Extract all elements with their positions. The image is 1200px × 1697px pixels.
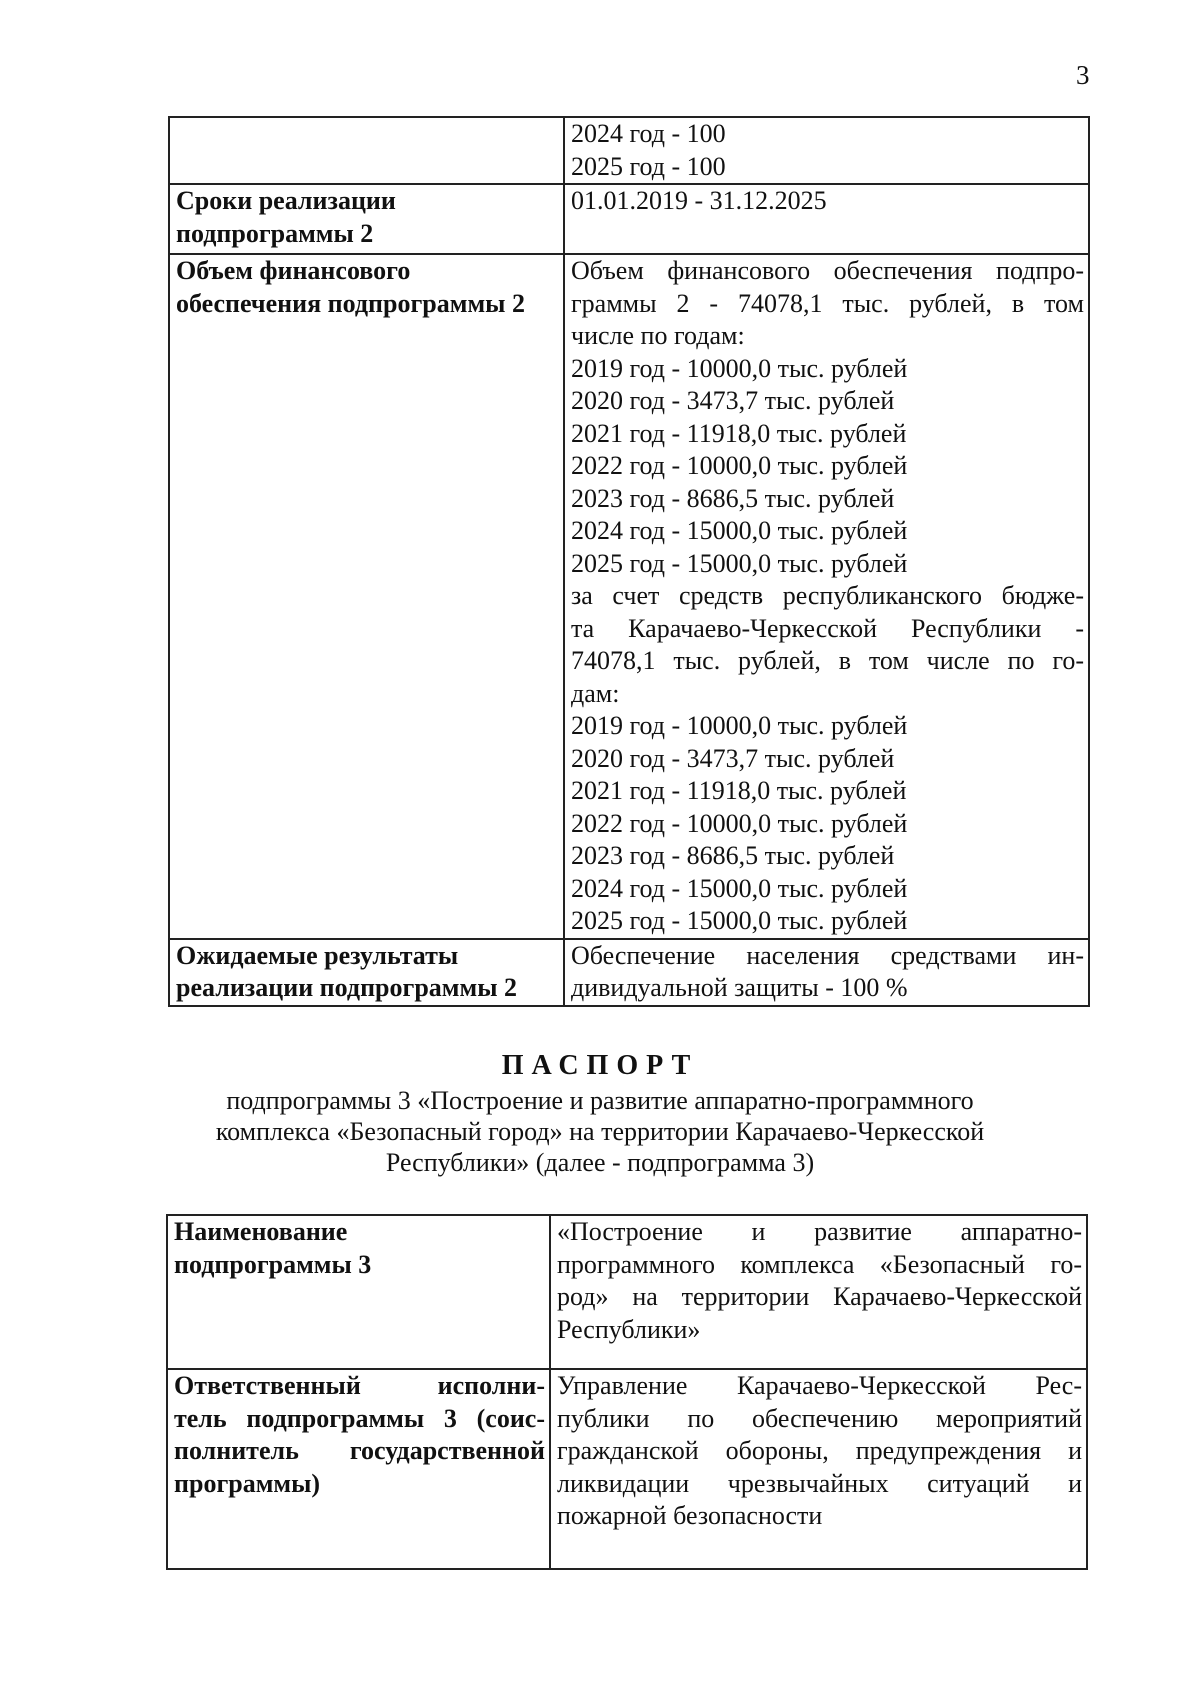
row-value: «Построение и развитие аппаратно- программного комплекса «Безопасный го- род» на территории Карачаево-Черкесской Республики» (550, 1215, 1087, 1369)
row-value: Объем финансового обеспечения подпро- граммы 2 - 74078,1 тыс. рублей, в том числе по годам: 2019 год - 10000,0 тыс. рублей 2020 год - 3473,7 тыс. рублей 2021 год - 11918,0 тыс. рублей 2022 год - 10000,0 тыс. рублей 2023 год - 8686,5 тыс. рублей 2024 год - 15000,0 тыс. рублей 2025 год - 15000,0 тыс. рублей за счет средств республиканского бюдже- та Карачаево-Черкесской Республики - 74078,1 тыс. рублей, в том числе по го- дам: 2019 год - 10000,0 тыс. рублей 2020 год - 3473,7 тыс. рублей 2021 год - 11918,0 тыс. рублей 2022 год - 10000,0 тыс. рублей 2023 год - 8686,5 тыс. рублей 2024 год - 15000,0 тыс. рублей 2025 год - 15000,0 тыс. рублей (564, 254, 1089, 939)
row-value: 01.01.2019 - 31.12.2025 (564, 184, 1089, 254)
subprogram-2-passport-table (168, 116, 1090, 1007)
row-value: 2024 год - 100 2025 год - 100 (564, 117, 1089, 184)
row-value: Обеспечение населения средствами ин- дивидуальной защиты - 100 % (564, 939, 1089, 1006)
passport-title: ПАСПОРТ (501, 1050, 699, 1081)
page-number: 3 (1076, 60, 1090, 90)
row-label: Объем финансового обеспечения подпрограммы 2 (169, 254, 564, 939)
table-row (167, 1369, 1087, 1569)
table-row (169, 117, 1089, 184)
row-label: Ожидаемые результаты реализации подпрограммы 2 (169, 939, 564, 1006)
table-row (167, 1215, 1087, 1369)
table-row (169, 939, 1089, 1006)
table-row (169, 184, 1089, 254)
table-row (169, 254, 1089, 939)
row-label: Наименование подпрограммы 3 (167, 1215, 550, 1369)
row-label: Сроки реализации подпрограммы 2 (169, 184, 564, 254)
row-label (169, 117, 564, 184)
row-value: Управление Карачаево-Черкесской Рес- публики по обеспечению мероприятий гражданской обороны, предупреждения и ликвидации чрезвычайных ситуаций и пожарной безопасности (550, 1369, 1087, 1569)
row-label: Ответственный исполни- тель подпрограммы 3 (соис- полнитель государственной программы) (167, 1369, 550, 1569)
passport-subtitle: подпрограммы 3 «Построение и развитие аппаратно-программного комплекса «Безопасный город» на территории Карачаево-Черкесской Республики» (далее - подпрограмма 3) (215, 1086, 985, 1177)
subprogram-3-passport-table (166, 1214, 1088, 1570)
